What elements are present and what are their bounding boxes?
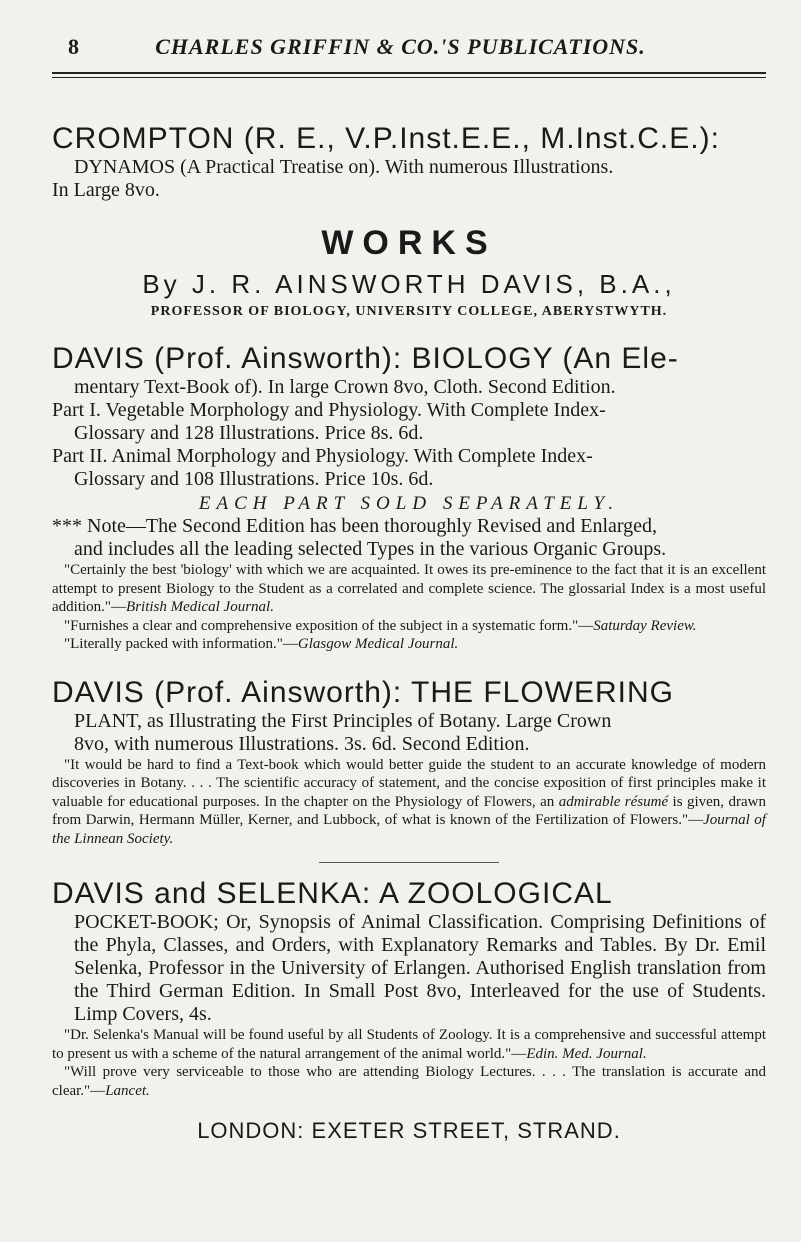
page-number: 8 bbox=[68, 34, 79, 59]
works-heading: WORKS bbox=[321, 224, 497, 262]
review-source: Lancet. bbox=[105, 1082, 150, 1099]
entry-line: 8vo, with numerous Illustrations. 3s. 6d. Second Edition. bbox=[74, 732, 530, 755]
entry-title: CROMPTON (R. E., V.P.Inst.E.E., M.Inst.C.E.): bbox=[52, 122, 720, 155]
review-source: Glasgow Medical Journal. bbox=[297, 636, 459, 652]
author-byline: By J. R. AINSWORTH DAVIS, B.A., bbox=[142, 269, 676, 299]
review-text: "Will prove very serviceable to those who are attending Biology Lectures. . . . The translation is accurate and clear."— bbox=[52, 1064, 766, 1099]
header-rule bbox=[52, 72, 766, 78]
review-quote bbox=[52, 561, 766, 617]
page-content bbox=[52, 92, 766, 1144]
review-quote bbox=[52, 1063, 766, 1100]
review-source: Saturday Review. bbox=[593, 617, 697, 634]
entry-line: PLANT, as Illustrating the First Principles of Botany. Large Crown bbox=[74, 709, 612, 732]
review-text: "Certainly the best 'biology' with which we are acquainted. It owes its pre-eminence to the fact that it is an excellent attempt to present Biology to the Student as a correlated and complete science. The glossarial Index is a most useful addition."— bbox=[52, 562, 766, 615]
review-text: is given, drawn from Darwin, Hermann Müller, Kerner, and Lubbock, of what is known of the Fertilization of Flowers."— bbox=[52, 793, 766, 828]
review-source: British Medical Journal. bbox=[126, 599, 274, 615]
part-one-line: Glossary and 128 Illustrations. Price 8s. 6d. bbox=[74, 422, 424, 444]
edition-note: and includes all the leading selected Types in the various Organic Groups. bbox=[74, 538, 667, 560]
entry-body: POCKET-BOOK; Or, Synopsis of Animal Classification. Comprising Definitions of the Phyla, Classes, and Orders, with Explanatory Remarks and Tables. By Dr. Emil Selenka, Professor in the University of Erlangen. Authorised English translation from the Third German Edition. In Small Post 8vo, Interleaved for the use of Students. Limp Covers, 4s. bbox=[74, 911, 766, 1025]
part-one-line: Part I. Vegetable Morphology and Physiology. With Complete Index- bbox=[52, 399, 606, 421]
review-text: "Dr. Selenka's Manual will be found useful by all Students of Zoology. It is a comprehensive and successful attempt to present us with a scheme of the natural arrangement of the animal world."— bbox=[52, 1027, 766, 1062]
flowering-entry bbox=[52, 676, 766, 864]
biology-entry bbox=[52, 342, 766, 654]
zoological-entry bbox=[52, 877, 766, 1100]
entry-line: mentary Text-Book of). In large Crown 8vo, Cloth. Second Edition. bbox=[74, 376, 616, 398]
review-quote bbox=[52, 617, 766, 636]
part-two-line: Glossary and 108 Illustrations. Price 10s. 6d. bbox=[74, 468, 434, 490]
entry-title: DAVIS and SELENKA: A ZOOLOGICAL bbox=[52, 877, 613, 910]
section-divider bbox=[319, 862, 499, 863]
review-quote bbox=[52, 635, 766, 654]
author-affiliation: PROFESSOR OF BIOLOGY, UNIVERSITY COLLEGE, ABERYSTWYTH. bbox=[150, 304, 668, 319]
review-text: "Furnishes a clear and comprehensive exposition of the subject in a systematic form."— bbox=[64, 617, 594, 634]
page-header bbox=[0, 34, 801, 74]
entry-title: DAVIS (Prof. Ainsworth): BIOLOGY (An Ele- bbox=[52, 342, 679, 375]
each-part-notice: EACH PART SOLD SEPARATELY. bbox=[198, 493, 620, 514]
entry-line: In Large 8vo. bbox=[52, 179, 160, 201]
crompton-entry bbox=[52, 122, 766, 202]
entry-line: DYNAMOS (A Practical Treatise on). With numerous Illustrations. bbox=[74, 156, 614, 178]
review-source: Edin. Med. Journal. bbox=[526, 1045, 647, 1062]
edition-note: *** Note—The Second Edition has been thoroughly Revised and Enlarged, bbox=[52, 515, 658, 537]
review-source: Journal of the Linnean Society. bbox=[52, 812, 766, 847]
part-two-line: Part II. Animal Morphology and Physiology. With Complete Index- bbox=[52, 445, 593, 467]
publisher-address: LONDON: EXETER STREET, STRAND. bbox=[197, 1118, 621, 1143]
review-emphasis: admirable résumé bbox=[558, 793, 669, 810]
review-text: "It would be hard to find a Text-book which would better guide the student to an accurate knowledge of modern discoveries in Botany. . . . The scientific accuracy of statement, and the concise exposition of first principles make it valuable for educational purposes. In the chapter on the Physiology of Flowers, an bbox=[52, 756, 766, 810]
review-text: "Literally packed with information."— bbox=[64, 636, 298, 652]
entry-title: DAVIS (Prof. Ainsworth): THE FLOWERING bbox=[52, 675, 675, 709]
review-quote bbox=[52, 756, 766, 849]
running-head: CHARLES GRIFFIN & CO.'S PUBLICATIONS. bbox=[155, 34, 646, 59]
review-quote bbox=[52, 1026, 766, 1063]
